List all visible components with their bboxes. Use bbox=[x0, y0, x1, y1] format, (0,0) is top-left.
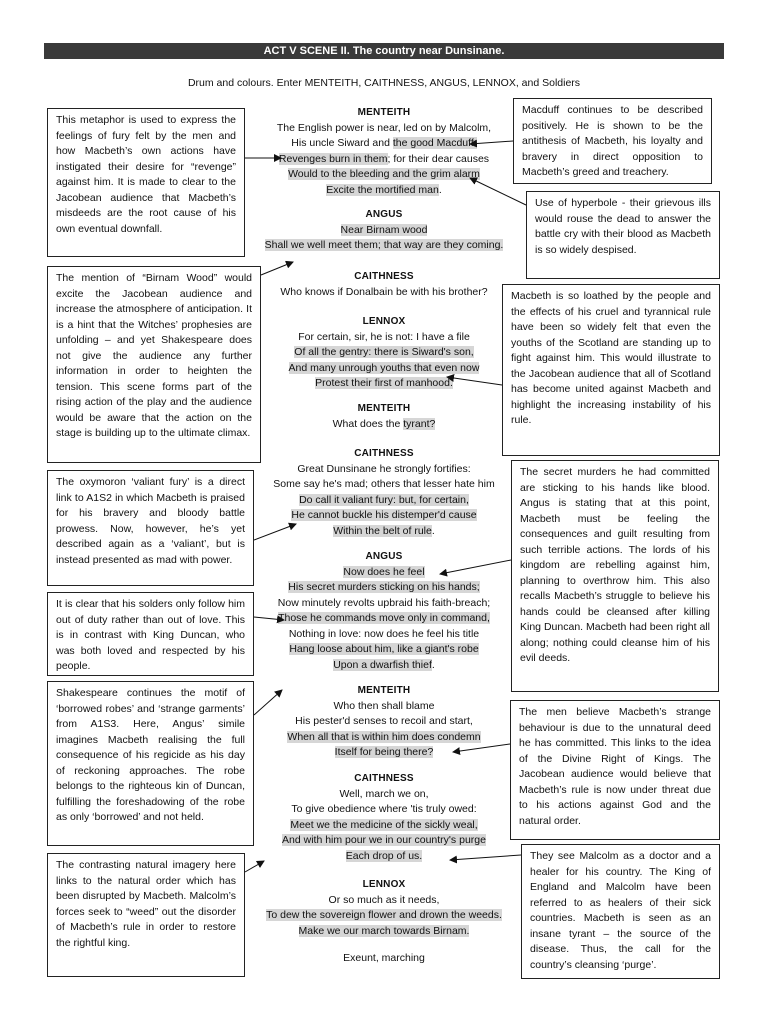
speech bbox=[244, 877, 524, 939]
speech bbox=[244, 683, 524, 761]
line-text: The English power is near, led on by Malcolm, bbox=[276, 121, 492, 134]
verse-line bbox=[244, 167, 524, 183]
verse-line bbox=[244, 833, 524, 849]
line-text: For certain, sir, he is not: I have a file bbox=[298, 330, 470, 343]
speech bbox=[244, 207, 524, 254]
verse-line bbox=[244, 893, 524, 909]
verse-line bbox=[244, 849, 524, 865]
highlighted-text: He cannot buckle his distemper'd cause bbox=[291, 509, 477, 521]
speaker-name: MENTEITH bbox=[357, 107, 411, 118]
highlighted-text: Meet we the medicine of the sickly weal, bbox=[290, 818, 478, 831]
line-text: Who then shall blame bbox=[333, 699, 435, 712]
annotation-natural-imagery: The contrasting natural imagery here links to the natural order which has been disrupted by Macbeth. Malcolm’s forces seek to “weed” out the disorder of Macbeth’s rule in order to restore the rightful king. bbox=[47, 853, 245, 977]
highlighted-text: Would to the bleeding and the grim alarm bbox=[288, 168, 480, 180]
verse-line bbox=[244, 611, 524, 627]
highlighted-text: Those he commands move only in command, bbox=[278, 612, 490, 624]
line-text: . bbox=[431, 524, 435, 537]
line-text: ; for their dear causes bbox=[387, 152, 490, 165]
verse-line bbox=[244, 627, 524, 643]
line-text: What does the bbox=[332, 417, 404, 430]
speaker-name: CAITHNESS bbox=[354, 448, 414, 459]
speaker-name: MENTEITH bbox=[357, 403, 411, 414]
highlighted-text: tyrant? bbox=[403, 417, 436, 430]
verse-line bbox=[244, 802, 524, 818]
verse-line bbox=[244, 508, 524, 524]
highlighted-text: Itself for being there? bbox=[334, 746, 434, 758]
verse-line bbox=[244, 714, 524, 730]
verse-line bbox=[244, 642, 524, 658]
speech bbox=[244, 771, 524, 864]
line-text: Now minutely revolts upbraid his faith-breach; bbox=[277, 596, 491, 609]
line-text: Or so much as it needs, bbox=[328, 893, 440, 906]
opening-stage-direction: Drum and colours. Enter MENTEITH, CAITHNESS, ANGUS, LENNOX, and Soldiers bbox=[187, 77, 581, 89]
verse-line bbox=[244, 183, 524, 199]
speaker-name: MENTEITH bbox=[357, 685, 411, 696]
verse-line bbox=[244, 787, 524, 803]
verse-line bbox=[244, 745, 524, 761]
annotation-borrowed-robes: Shakespeare continues the motif of ‘borrowed robes’ and ‘strange garments’ from A1S3. Here, Angus’ simile imagines Macbeth realising the full consequence of his regicide as his day of reckoning approaches. The robe belongs to the righteous kin of Duncan, fulfilling the foreshadowing of the robe as only ‘borrowed’ and not held. bbox=[47, 681, 254, 846]
verse-line bbox=[244, 658, 524, 674]
verse-line bbox=[244, 462, 524, 478]
line-text: . bbox=[431, 658, 435, 671]
speaker-name: CAITHNESS bbox=[354, 773, 414, 784]
verse-line bbox=[244, 136, 524, 152]
highlighted-text: And many unrough youths that even now bbox=[288, 361, 480, 374]
verse-line bbox=[244, 361, 524, 377]
speech bbox=[244, 401, 524, 432]
annotation-secret-murders: The secret murders he had committed are sticking to his hands like blood. Angus is stating that at this point, Macbeth must be feeling the consequences and guilt resulting from such terrible actions. The lords of his kingdom are rebelling against him, planning to overthrow him. This also recalls Macbeth’s struggle to believe his hands could be cleansed after killing King Duncan. Macbeth had been right all along; nothing could cleanse him of his evil deeds. bbox=[511, 460, 719, 692]
speaker-name: CAITHNESS bbox=[354, 271, 414, 282]
speech bbox=[244, 549, 524, 673]
highlighted-text: Make we our march towards Birnam. bbox=[298, 924, 470, 937]
speaker-name: ANGUS bbox=[365, 551, 403, 562]
speaker-name: ANGUS bbox=[365, 209, 403, 220]
line-text: Great Dunsinane he strongly fortifies: bbox=[297, 462, 471, 475]
annotation-divine-right: The men believe Macbeth’s strange behaviour is due to the unnatural deed he has committed. This links to the idea of the Divine Right of Kings. The Jacobean audience would believe that Macbeth’s rule is now under threat due to his actions against God and the natural order. bbox=[510, 700, 720, 840]
verse-line bbox=[244, 596, 524, 612]
speaker-name: LENNOX bbox=[362, 879, 406, 890]
verse-line bbox=[244, 565, 524, 581]
verse-line bbox=[244, 524, 524, 540]
verse-line bbox=[244, 223, 524, 239]
annotation-hyperbole: Use of hyperbole - their grievous ills would rouse the dead to answer the battle cry with their blood as Macbeth is so widely despised. bbox=[526, 191, 720, 279]
verse-line bbox=[244, 477, 524, 493]
annotation-duty-not-love: It is clear that his solders only follow him out of duty rather than out of love. This is in contrast with King Duncan, who was both loved and respected by his people. bbox=[47, 592, 254, 676]
highlighted-text: Of all the gentry: there is Siward's son, bbox=[294, 346, 474, 358]
highlighted-text: And with him pour we in our country's purge bbox=[282, 834, 486, 846]
verse-line bbox=[244, 121, 524, 137]
highlighted-text: the good Macduff: bbox=[392, 137, 477, 149]
annotation-youths: Macbeth is so loathed by the people and the effects of his cruel and tyrannical rule have been so widely felt that even the youths of the Scotland are standing up to fight against him. This would illustrate to the Jacobean audience that all of Scotland has become united against Macbeth and highlight the increasing instability of his rule. bbox=[502, 284, 720, 456]
highlighted-text: Protest their first of manhood. bbox=[315, 377, 453, 389]
line-text: Nothing in love: now does he feel his title bbox=[288, 627, 480, 640]
annotation-valiant-fury: The oxymoron ‘valiant fury’ is a direct link to A1S2 in which Macbeth is praised for his bravery and bloody battle prowess. Now, however, he’s yet described again as a ‘valiant’, but is instead presented as mad with power. bbox=[47, 470, 254, 586]
line-text: To give obedience where 'tis truly owed: bbox=[291, 803, 477, 815]
annotation-healer: They see Malcolm as a doctor and a healer for his country. The King of England and Malcolm have been referred to as healers of their sick countries. Macbeth is seen as an insane tyrant – the source of the disease. Thus, the call for the country’s cleansing ‘purge’. bbox=[521, 844, 720, 979]
verse-line bbox=[244, 818, 524, 834]
speech bbox=[244, 314, 524, 392]
speech bbox=[244, 446, 524, 539]
speech bbox=[244, 269, 524, 300]
highlighted-text: To dew the sovereign flower and drown the weeds. bbox=[266, 909, 502, 921]
highlighted-text: Hang loose about him, like a giant's robe bbox=[289, 643, 479, 655]
verse-line bbox=[244, 330, 524, 346]
highlighted-text: Near Birnam wood bbox=[340, 223, 428, 236]
annotation-macduff: Macduff continues to be described positively. He is shown to be the antithesis of Macbeth, his loyalty and bravery in direct opposition to Macbeth’s greed and treachery. bbox=[513, 98, 712, 184]
verse-line bbox=[244, 924, 524, 940]
line-text: His uncle Siward and bbox=[291, 137, 393, 149]
verse-line bbox=[244, 699, 524, 715]
annotation-birnam-wood: The mention of “Birnam Wood” would excite the Jacobean audience and increase the atmosphere of anticipation. It is a hint that the Witches’ prophesies are unfolding – and yet Shakespeare does not give the audience any further information in order to heighten the tension. This scene forms part of the rising action of the play and the audience would be aware that the action on the stage is building up to the ultimate climax. bbox=[47, 266, 261, 463]
highlighted-text: Within the belt of rule bbox=[333, 524, 432, 537]
highlighted-text: His secret murders sticking on his hands; bbox=[288, 581, 480, 593]
highlighted-text: Each drop of us. bbox=[345, 849, 423, 862]
highlighted-text: Now does he feel bbox=[343, 565, 425, 578]
speaker-name: LENNOX bbox=[362, 316, 406, 327]
highlighted-text: When all that is within him does condemn bbox=[287, 730, 481, 743]
highlighted-text: Upon a dwarfish thief bbox=[333, 658, 432, 671]
verse-line bbox=[244, 345, 524, 361]
verse-line bbox=[244, 580, 524, 596]
highlighted-text: Excite the mortified man bbox=[326, 183, 439, 196]
annotation-revenge-metaphor: This metaphor is used to express the feelings of fury felt by the men and how Macbeth’s own actions have instigated their desire for “revenge” against him. It is made to clear to the Jacobean audience that Macbeth’s misdeeds are the root cause of his own eventual downfall. bbox=[47, 108, 245, 257]
speech bbox=[244, 105, 524, 198]
verse-line bbox=[244, 152, 524, 168]
line-text: . bbox=[438, 183, 442, 196]
line-text: His pester'd senses to recoil and start, bbox=[295, 715, 473, 727]
verse-line bbox=[244, 417, 524, 433]
line-text: Well, march we on, bbox=[339, 787, 429, 800]
highlighted-text: Shall we well meet them; that way are they coming. bbox=[264, 239, 504, 251]
line-text: Who knows if Donalbain be with his brother? bbox=[280, 285, 488, 298]
verse-line bbox=[244, 908, 524, 924]
verse-line bbox=[244, 285, 524, 301]
highlighted-text: Do call it valiant fury: but, for certain, bbox=[299, 493, 469, 506]
verse-line bbox=[244, 730, 524, 746]
scene-title: ACT V SCENE II. The country near Dunsinane. bbox=[44, 43, 724, 59]
highlighted-text: Revenges burn in them bbox=[278, 152, 388, 165]
verse-line bbox=[244, 238, 524, 254]
verse-line bbox=[244, 376, 524, 392]
verse-line bbox=[244, 493, 524, 509]
exit-stage-direction: Exeunt, marching bbox=[343, 952, 425, 964]
line-text: Some say he's mad; others that lesser hate him bbox=[273, 478, 495, 490]
